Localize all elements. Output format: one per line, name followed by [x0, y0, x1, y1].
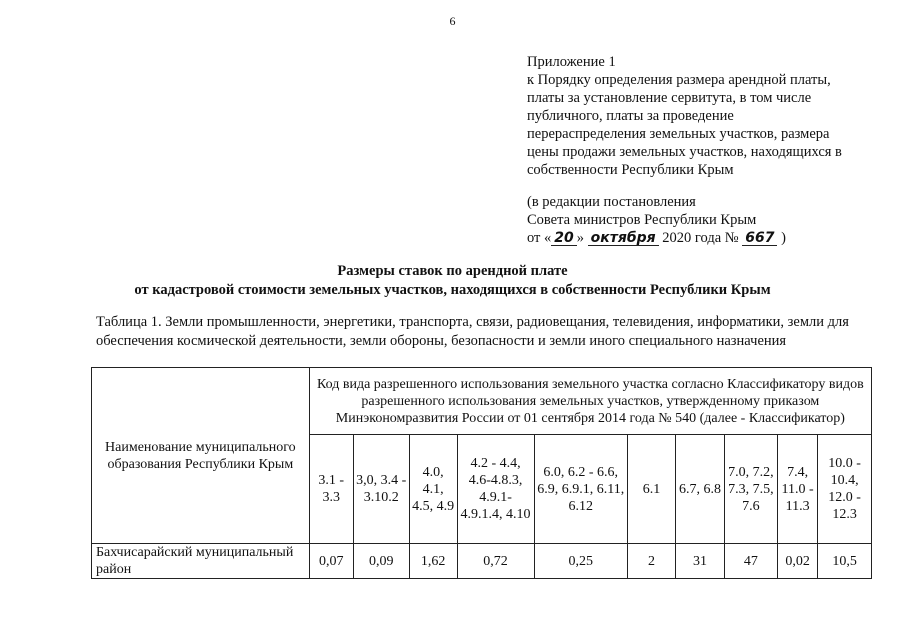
rate-value: 0,72 — [457, 544, 534, 579]
title-line-1: Размеры ставок по арендной плате — [337, 263, 568, 279]
table-row — [92, 544, 872, 579]
appendix-line: платы за установление сервитута, в том числе — [527, 90, 812, 106]
municipality-name: Бахчисарайский муниципальный район — [92, 544, 310, 579]
rate-value: 0,09 — [353, 544, 409, 579]
edition-line-1: (в редакции постановления — [527, 194, 696, 210]
edition-prefix: от « — [527, 230, 552, 246]
rate-value: 31 — [676, 544, 725, 579]
edition-block — [527, 193, 786, 247]
code-cell: 6.7, 6.8 — [676, 435, 725, 544]
edition-year: 2020 года № — [662, 230, 739, 246]
appendix-line: перераспределения земельных участков, размера — [527, 126, 830, 142]
document-title — [0, 262, 905, 300]
edition-mid: » — [576, 230, 585, 246]
appendix-line: публичного, платы за проведение — [527, 108, 734, 124]
rate-value: 0,07 — [309, 544, 353, 579]
appendix-line: Приложение 1 — [527, 54, 616, 70]
code-cell: 4.2 - 4.4, 4.6-4.8.3, 4.9.1-4.9.1.4, 4.10 — [457, 435, 534, 544]
handwritten-day: 20 — [551, 231, 576, 246]
rate-value: 10,5 — [818, 544, 872, 579]
code-cell: 3.1 - 3.3 — [309, 435, 353, 544]
appendix-line: к Порядку определения размера арендной платы, — [527, 72, 831, 88]
code-cell: 10.0 - 10.4, 12.0 - 12.3 — [818, 435, 872, 544]
appendix-line: собственности Республики Крым — [527, 162, 734, 178]
rate-value: 0,02 — [777, 544, 817, 579]
code-cell: 6.0, 6.2 - 6.6, 6.9, 6.9.1, 6.11, 6.12 — [534, 435, 627, 544]
rates-table — [91, 367, 872, 579]
handwritten-number: 667 — [742, 231, 777, 246]
handwritten-month: октября — [588, 231, 659, 246]
table-header-row — [92, 368, 872, 435]
page-number: 6 — [449, 14, 456, 28]
name-column-header: Наименование муниципального образования Республики Крым — [92, 368, 310, 544]
code-cell: 3,0, 3.4 - 3.10.2 — [353, 435, 409, 544]
edition-close: ) — [781, 230, 786, 246]
code-cell: 7.0, 7.2, 7.3, 7.5, 7.6 — [724, 435, 777, 544]
code-column-header: Код вида разрешенного использования земельного участка согласно Классификатору видов разрешенного использования земельных участков, утвержденному приказом Минэкономразвития России от 01 сентября 2014 года № 540 (далее - Классификатор) — [309, 368, 871, 435]
code-cell: 4.0, 4.1, 4.5, 4.9 — [409, 435, 457, 544]
code-cell: 7.4, 11.0 - 11.3 — [777, 435, 817, 544]
code-cell: 6.1 — [627, 435, 675, 544]
appendix-block — [527, 53, 897, 179]
rate-value: 1,62 — [409, 544, 457, 579]
edition-date-line — [527, 229, 786, 247]
rate-value: 0,25 — [534, 544, 627, 579]
rate-value: 2 — [627, 544, 675, 579]
title-line-2: от кадастровой стоимости земельных участков, находящихся в собственности Республики Крым — [134, 282, 771, 298]
appendix-line: цены продажи земельных участков, находящихся в — [527, 144, 842, 160]
rate-value: 47 — [724, 544, 777, 579]
table-caption: Таблица 1. Земли промышленности, энергетики, транспорта, связи, радиовещания, телевидения, информатики, земли для обеспечения космической деятельности, земли обороны, безопасности и земли иного специального назначения — [96, 314, 849, 349]
edition-line-2: Совета министров Республики Крым — [527, 212, 757, 228]
